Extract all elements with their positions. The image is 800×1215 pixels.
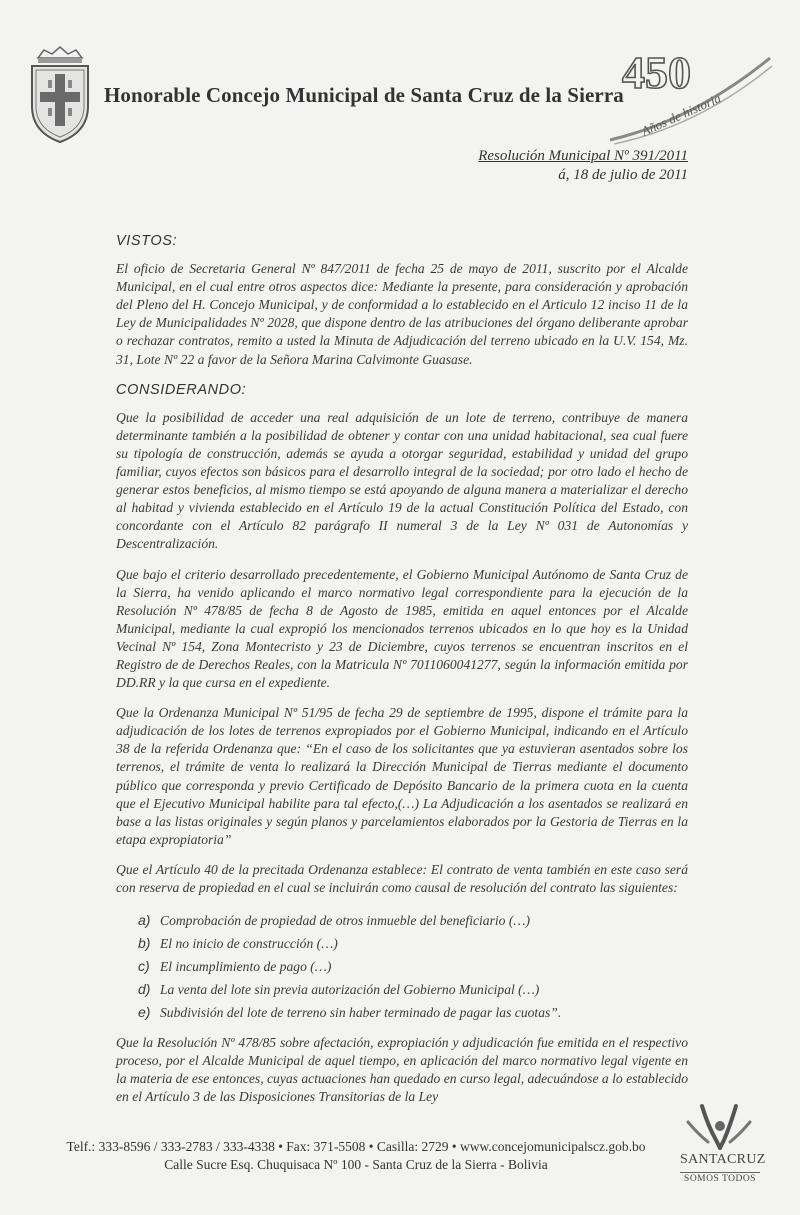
list-text: El incumplimiento de pago (…) bbox=[160, 959, 332, 975]
list-text: Comprobación de propiedad de otros inmueble del beneficiario (…) bbox=[160, 913, 530, 929]
footer bbox=[36, 1138, 676, 1174]
list-item bbox=[138, 932, 688, 955]
list-letter: e) bbox=[138, 1004, 151, 1021]
list-text: La venta del lote sin previa autorización del Gobierno Municipal (…) bbox=[160, 982, 540, 998]
paragraph: Que la Resolución Nº 478/85 sobre afectación, expropiación y adjudicación fue emitida en el respectivo proceso, por el Alcalde Municipal de aquel tiempo, en aplicación del marco normativo legal vigente en la materia de ese entonces, cuyas actuaciones han quedado en curso legal, adecuándose a lo establecido en el Artículo 3 de las Disposiciones Transitorias de la Ley bbox=[116, 1035, 688, 1105]
list-text: El no inicio de construcción (…) bbox=[160, 936, 338, 952]
list-letter: c) bbox=[138, 958, 150, 975]
logo-number: 450 bbox=[622, 47, 691, 98]
footer-contact: Telf.: 333-8596 / 333-2783 / 333-4338 • Fax: 371-5508 • Casilla: 2729 • www.concejomunicipalscz.gob.bo bbox=[66, 1139, 646, 1154]
list-text: Subdivisión del lote de terreno sin haber terminado de pagar las cuotas”. bbox=[160, 1005, 562, 1021]
document-body bbox=[116, 232, 688, 1106]
resolution-date: á, 18 de julio de 2011 bbox=[558, 167, 688, 183]
list-item bbox=[138, 978, 688, 1001]
paragraph: Que bajo el criterio desarrollado precedentemente, el Gobierno Municipal Autónomo de Santa Cruz de la Sierra, ha venido aplicando el marco normativo legal correspondiente para la ejecución de la Resolución Nº 478/85 de fecha 8 de Agosto de 1985, emitida en aquel entonces por el Alcalde Municipal, mediante la cual expropió los mencionados terrenos ubicados en lo que hoy es la Unidad Vecinal Nº 154, Zona Montecristo y 23 de Diciembre, cuyos terrenos se encuentran inscritos en el Registro de de Derechos Reales, con la Matricula Nº 7011060041277, según la información emitida por DD.RR y la que cursa en el expediente. bbox=[116, 566, 688, 691]
resolution-number: Resolución Municipal Nº 391/2011 bbox=[478, 148, 688, 164]
anniversary-logo bbox=[604, 40, 774, 150]
list-item bbox=[138, 1001, 688, 1024]
vistos-heading: VISTOS: bbox=[116, 233, 178, 249]
considerando-heading: CONSIDERANDO: bbox=[116, 381, 247, 398]
list-letter: b) bbox=[138, 935, 151, 952]
logo-tagline: Años de historia bbox=[639, 90, 724, 139]
list-letter: a) bbox=[138, 912, 151, 929]
list-letter: d) bbox=[138, 981, 151, 998]
brand-slogan: SOMOS TODOS bbox=[680, 1172, 760, 1184]
coat-of-arms-icon bbox=[26, 44, 94, 144]
vistos-paragraph: El oficio de Secretaria General Nº 847/2011 de fecha 25 de mayo de 2011, suscrito por el Alcalde Municipal, en el cual entre otros aspectos dice: Mediante la presente, para consideración y aprobación del Pleno del H. Concejo Municipal, y de conformidad a lo establecido en el Articulo 12 inciso 11 de la Ley de Municipalidades Nº 2028, que dispone dentro de las atribuciones del órgano deliberante aprobar o rechazar contratos, remito a usted la Minuta de Adjudicación del terreno ubicado en la U.V. 154, Mz. 31, Lote Nº 22 a favor de la Señora Marina Calvimonte Guasase. bbox=[116, 261, 688, 367]
paragraph: Que la Ordenanza Municipal Nº 51/95 de fecha 29 de septiembre de 1995, dispone el trámite para la adjudicación de los lotes de terrenos expropiados por el Gobierno Municipal, indicando en el Artículo 38 de la referida Ordenanza que: “En el caso de los solicitantes que ya estuvieran asentados sobre los terrenos, el trámite de venta lo realizará la Dirección Municipal de Tierras mediante el documento público que corresponda y previo Certificado de Depósito Bancario de la primera cuota en la cuenta que el Ejecutivo Municipal habilite para tal efecto,(…) La Adjudicación a los asentados se realizará en base a las listas originales y según planos y parcelamientos elaborados por la Gestoria de Tierras en la etapa expropiatoria” bbox=[116, 705, 688, 847]
paragraph: Que el Artículo 40 de la precitada Ordenanza establece: El contrato de venta también en este caso será con reserva de propiedad en el cual se incluirán como causal de resolución del contrato las siguientes: bbox=[116, 861, 688, 895]
paragraph: Que la posibilidad de acceder una real adquisición de un lote de terreno, contribuye de manera determinante también a la posibilidad de obtener y contar con una unidad habitacional, sea cual fuere su tipología de construcción, además se ayuda a otorgar seguridad, estabilidad y unidad del grupo familiar, cuyos efectos son básicos para el desarrollo integral de la sociedad; por otro lado el hecho de generar estos beneficios, al mismo tiempo se está apoyando de alguna manera a materializar el derecho al habitad y vivienda establecido en el Artículo 19 de la actual Constitución Política del Estado, con concordante con el Artículo 82 parágrafo II numeral 3 de la Ley Nº 031 de Autonomías y Descentralización. bbox=[116, 409, 688, 552]
page-title: Honorable Concejo Municipal de Santa Cruz de la Sierra bbox=[104, 83, 624, 107]
list-item bbox=[138, 909, 688, 932]
footer-address: Calle Sucre Esq. Chuquisaca Nº 100 - Santa Cruz de la Sierra - Bolivia bbox=[164, 1157, 548, 1172]
resolution-block bbox=[478, 147, 688, 185]
causal-list bbox=[138, 909, 688, 1024]
brand-name: SANTACRUZ bbox=[680, 1152, 766, 1167]
list-item bbox=[138, 955, 688, 978]
